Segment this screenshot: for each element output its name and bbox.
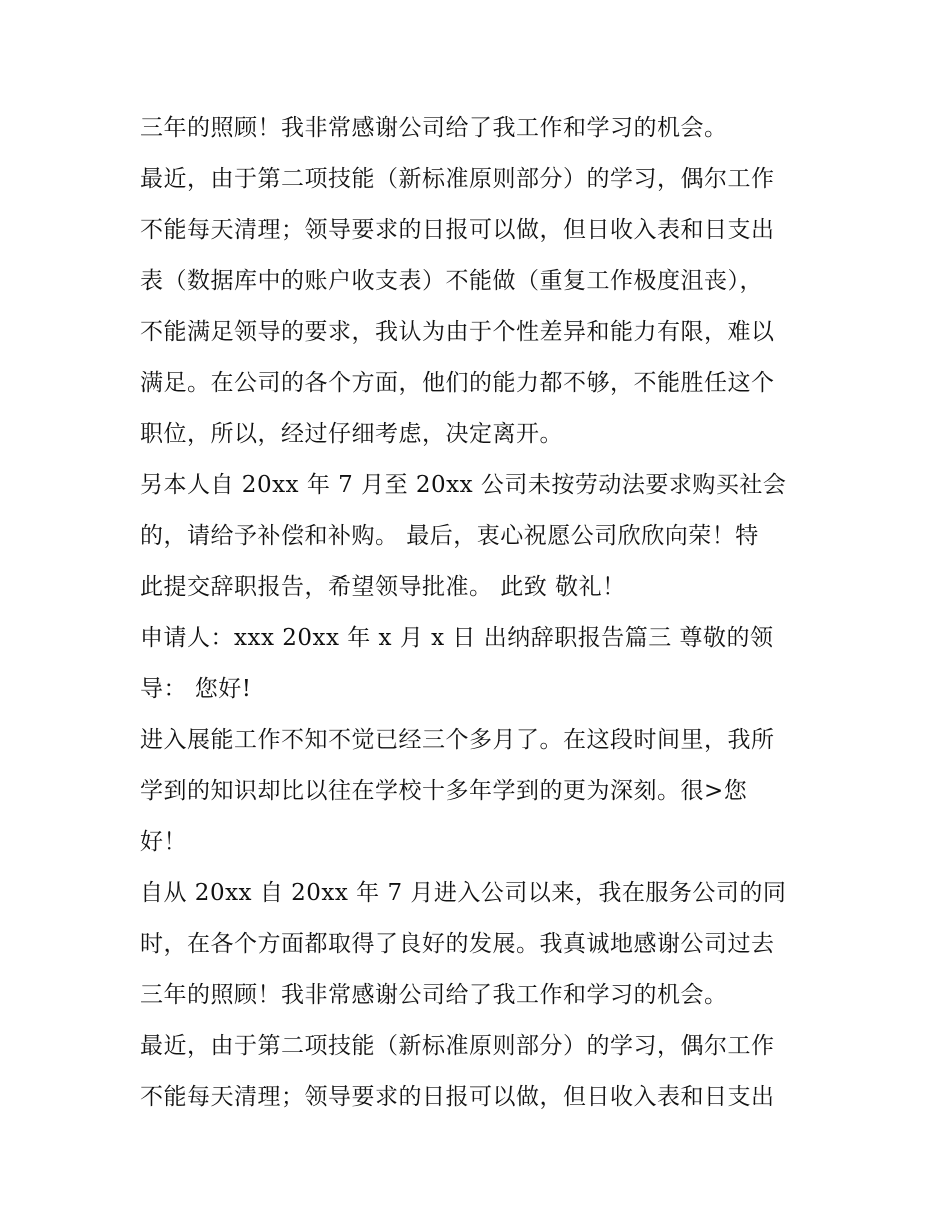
document-body <box>140 103 830 1123</box>
text-line: 此提交辞职报告，希望领导批准。 此致 敬礼！ <box>140 574 626 600</box>
text-line: 不能满足领导的要求，我认为由于个性差异和能力有限，难以 <box>140 319 775 345</box>
text-line: 不能每天清理；领导要求的日报可以做，但日收入表和日支出 <box>140 217 775 243</box>
text-line: 的，请给予补偿和补购。 最后，衷心祝愿公司欣欣向荣！特 <box>140 523 759 549</box>
text-line: 最近，由于第二项技能（新标准原则部分）的学习，偶尔工作 <box>140 166 775 192</box>
text-line: 最近，由于第二项技能（新标准原则部分）的学习，偶尔工作 <box>140 1033 775 1059</box>
text-line: 时，在各个方面都取得了良好的发展。我真诚地感谢公司过去 <box>140 931 775 957</box>
text-line: 另本人自 20xx 年 7 月至 20xx 公司未按劳动法要求购买社会 <box>140 472 787 498</box>
text-line: 学到的知识却比以往在学校十多年学到的更为深刻。很>您 <box>140 778 748 804</box>
text-line: 申请人：xxx 20xx 年 x 月 x 日 出纳辞职报告篇三 尊敬的领 <box>140 625 774 651</box>
text-line: 不能每天清理；领导要求的日报可以做，但日收入表和日支出 <box>140 1084 775 1110</box>
text-line: 进入展能工作不知不觉已经三个多月了。在这段时间里，我所 <box>140 727 775 753</box>
text-line: 自从 20xx 自 20xx 年 7 月进入公司以来，我在服务公司的同 <box>140 880 787 906</box>
text-line: 好！ <box>140 829 187 855</box>
text-line: 导： 您好! <box>140 676 252 702</box>
text-line: 满足。在公司的各个方面，他们的能力都不够，不能胜任这个 <box>140 370 775 396</box>
text-line: 表（数据库中的账户收支表）不能做（重复工作极度沮丧）， <box>140 268 763 294</box>
text-line: 三年的照顾！我非常感谢公司给了我工作和学习的机会。 <box>140 115 728 141</box>
text-line: 三年的照顾！我非常感谢公司给了我工作和学习的机会。 <box>140 982 728 1008</box>
text-line: 职位，所以，经过仔细考虑，决定离开。 <box>140 421 563 447</box>
